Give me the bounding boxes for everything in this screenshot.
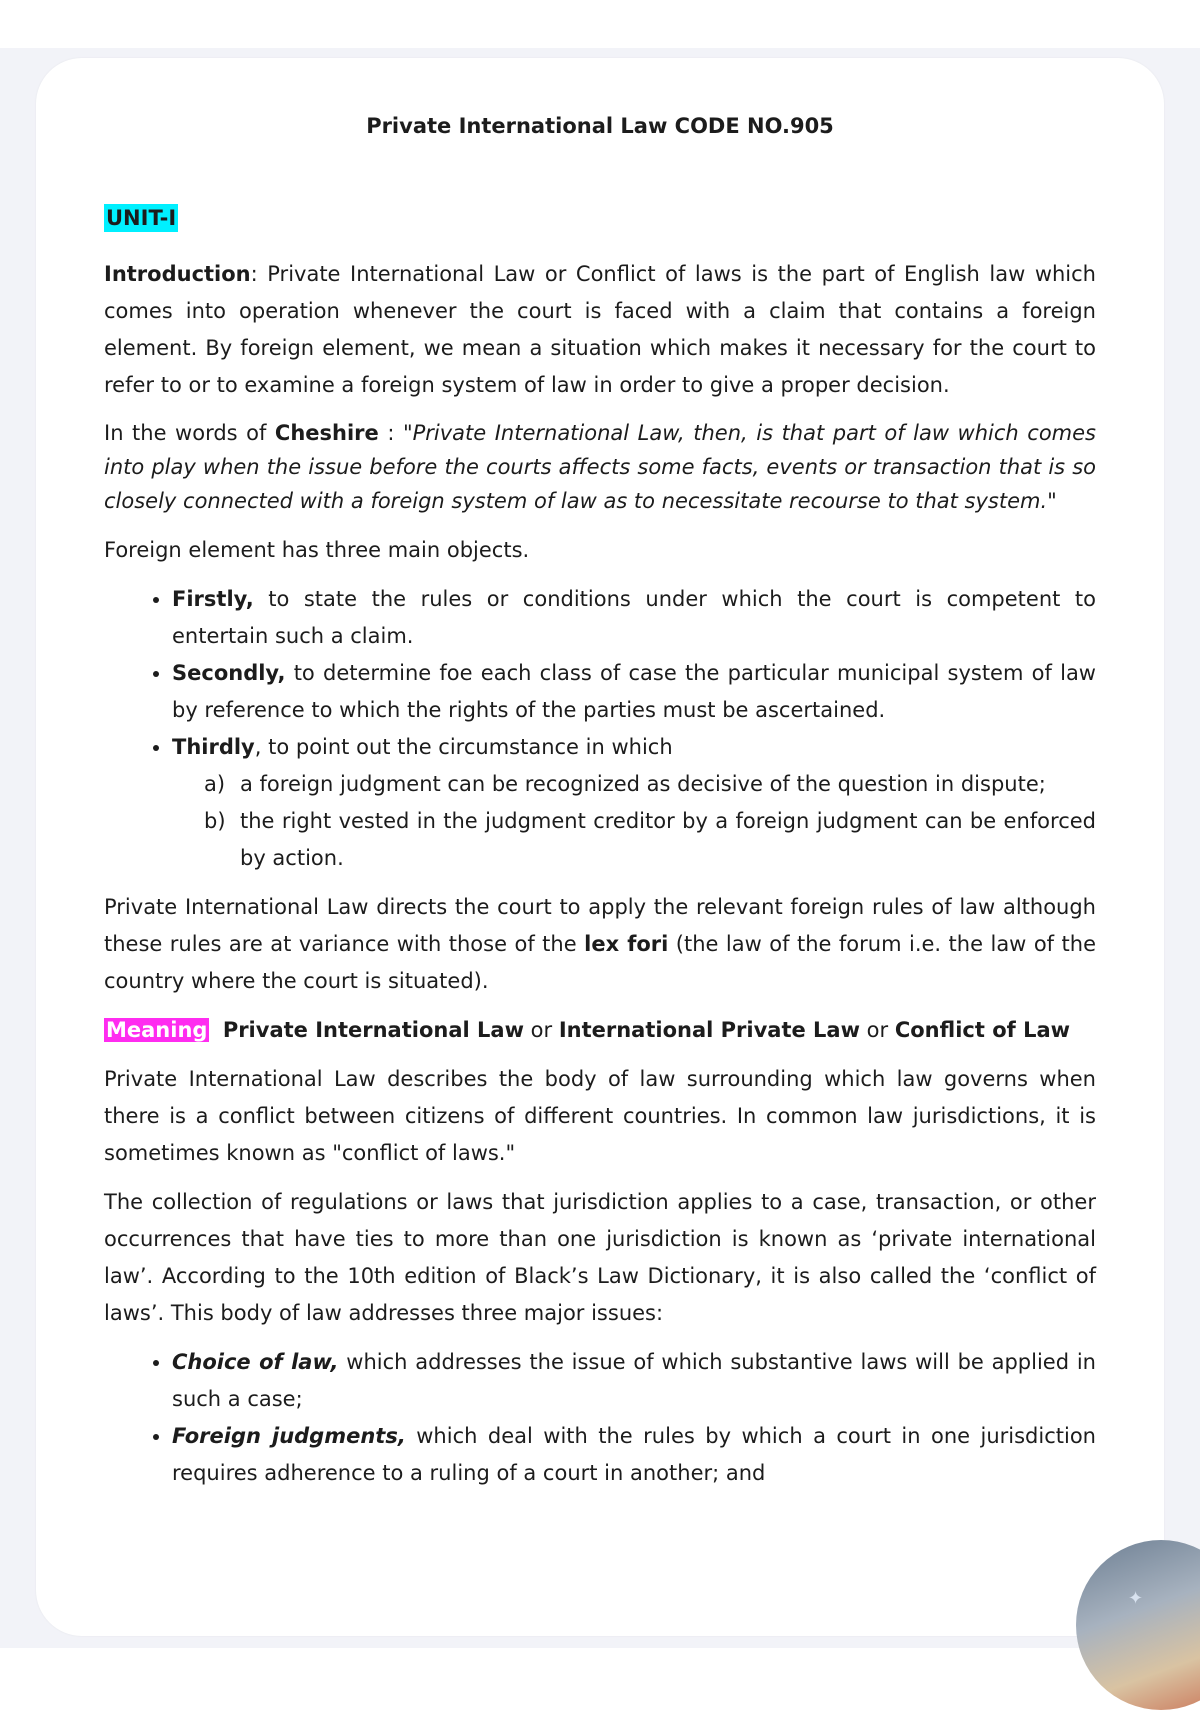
meaning-heading [104,1012,1096,1049]
sublist-text: a foreign judgment can be recognized as decisive of the question in dispute; [240,772,1046,796]
sublist-item [204,766,1096,803]
meaning-or-1: or [523,1018,559,1042]
meaning-term-2: International Private Law [558,1018,860,1042]
objects-list-item [172,655,1096,729]
sublist-text: the right vested in the judgment creditor by a foreign judgment can be enforced by action. [240,809,1096,870]
issue-text: which addresses the issue of which substantive laws will be applied in such a case; [172,1350,1096,1411]
lex-fori-paragraph [104,889,1096,1000]
meaning-or-2: or [860,1018,895,1042]
objects-list-item [172,581,1096,655]
object-label: Thirdly [172,735,255,759]
cheshire-quote: "Private International Law, then, is that part of law which comes into play when the issue before the courts affects some facts, events or transaction that is so closely connected with a foreign system of law as to necessitate recourse to that system." [104,421,1096,513]
cheshire-sep: : [378,421,403,445]
meaning-paragraph: Private International Law describes the body of law surrounding which law governs when there is a conflict between citizens of different countries. In common law jurisdictions, it is sometimes known as "conflict of laws." [104,1067,1096,1165]
objects-list [104,581,1096,877]
sublist-marker: a) [204,772,226,796]
introduction-paragraph [104,256,1096,404]
document-title: Private International Law CODE NO.905 [366,114,834,138]
lex-fori-before: Private International Law directs the court to apply the relevant foreign rules of law although these rules are at variance with those of the [104,895,1096,956]
object-label: Secondly, [172,661,286,685]
lex-fori-term: lex fori [584,932,669,956]
collection-paragraph: The collection of regulations or laws that jurisdiction applies to a case, transaction, or other occurrences that have ties to more than one jurisdiction is known as ‘private international law’. According to the 10th edition of Black’s Law Dictionary, it is also called the ‘conflict of laws’. This body of law addresses three major issues: [104,1190,1096,1325]
object-text: to state the rules or conditions under which the court is competent to entertain such a claim. [172,587,1096,648]
objects-intro: Foreign element has three main objects. [104,538,530,562]
document-page [36,58,1164,1636]
introduction-label: Introduction [104,262,251,286]
issues-list-item [172,1418,1096,1492]
sublist-marker: b) [204,809,226,833]
introduction-text: : Private International Law or Conflict of laws is the part of English law which comes into operation whenever the court is faced with a claim that contains a foreign element. By foreign element, we mean a situation which makes it necessary for the court to refer to or to examine a foreign system of law in order to give a proper decision. [104,262,1096,397]
thumbnail-figure-icon: ✦ [1128,1588,1144,1609]
issue-label: Choice of law, [172,1350,339,1374]
object-label: Firstly, [172,587,254,611]
object-text: , to point out the circumstance in which [254,735,673,759]
issues-list [104,1344,1096,1492]
issues-list-item [172,1344,1096,1418]
cheshire-quote-paragraph [104,416,1096,518]
meaning-tag: Meaning [106,1018,208,1042]
meaning-term-1: Private International Law [222,1018,524,1042]
unit-heading: UNIT-I [106,206,177,230]
meaning-term-3: Conflict of Law [894,1018,1071,1042]
issue-label: Foreign judgments, [172,1424,406,1448]
lex-fori-after: (the law of the forum i.e. the law of the country where the court is situated). [104,932,1096,993]
object-text: to determine foe each class of case the particular municipal system of law by reference to which the rights of the parties must be ascertained. [172,661,1096,722]
issue-text: which deal with the rules by which a court in one jurisdiction requires adherence to a ruling of a court in another; and [172,1424,1096,1485]
objects-list-item [172,729,1096,877]
document-content [104,114,1096,1504]
cheshire-prefix: In the words of [104,421,275,445]
cheshire-name: Cheshire [274,421,379,445]
unit-heading-row [104,206,1096,230]
circumstance-sublist [172,766,1096,877]
sublist-item [204,803,1096,877]
